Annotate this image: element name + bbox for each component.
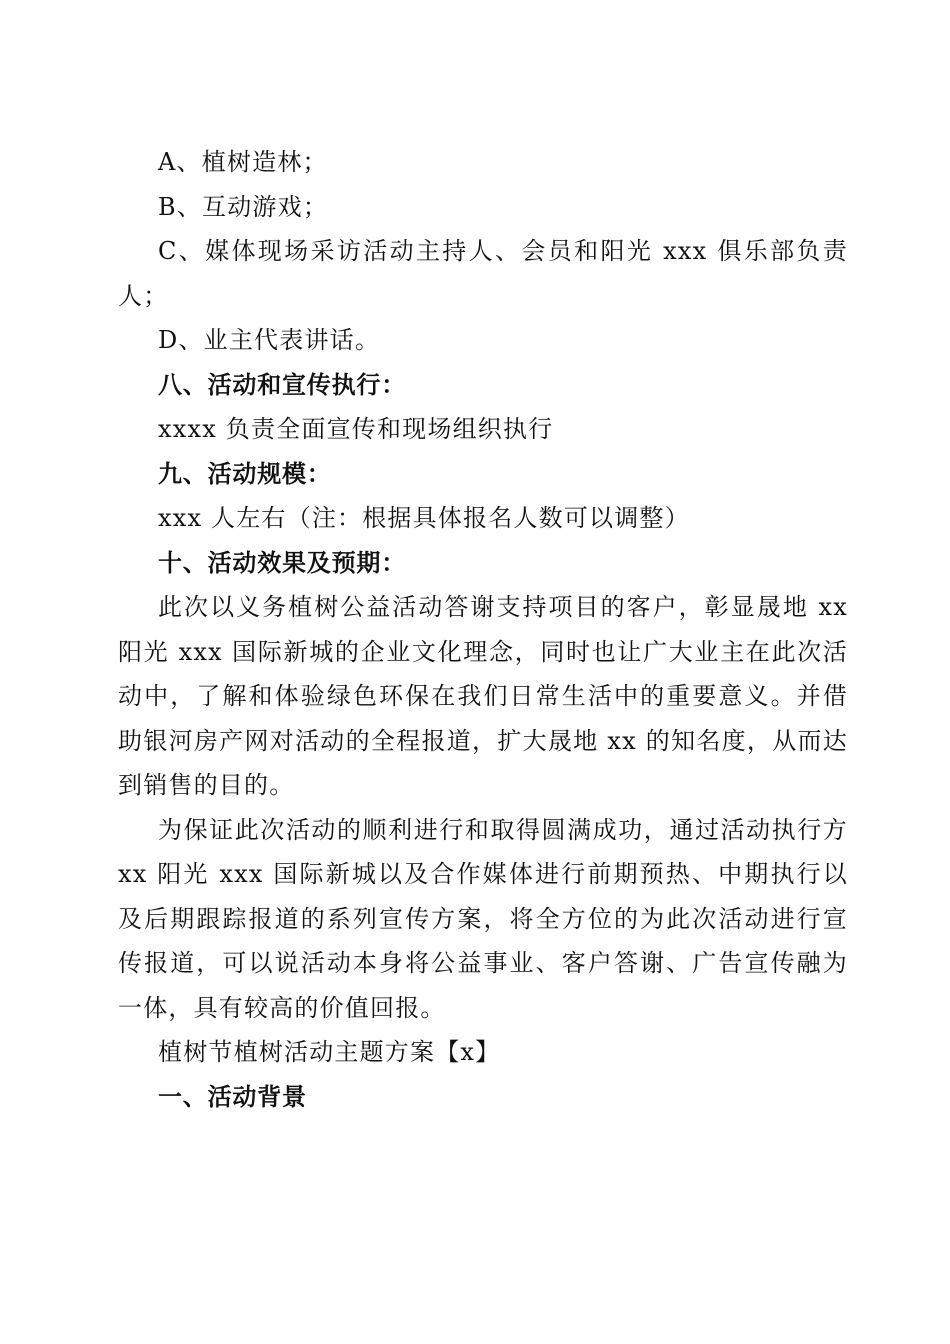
document-body: [118, 140, 848, 1119]
list-item-a: A、植树造林；: [158, 148, 328, 176]
section-9-body: xxx 人左右（注：根据具体报名人数可以调整）: [158, 504, 690, 532]
plan-title: 植树节植树活动主题方案【x】: [158, 1038, 501, 1066]
section-heading-1: 一、活动背景: [158, 1082, 307, 1111]
section-8-body: xxxx 负责全面宣传和现场组织执行: [158, 415, 554, 443]
section-10-paragraph-2: 为保证此次活动的顺利进行和取得圆满成功，通过活动执行方 xx 阳光 xxx 国际新城以及合作媒体进行前期预热、中期执行以及后期跟踪报道的系列宣传方案，将全方位的为此次活动进行宣传报道，可以说活动本身将公益事业、客户答谢、广告宣传融为一体，具有较高的价值回报。: [118, 815, 848, 1022]
list-item-c: C、媒体现场采访活动主持人、会员和阳光 xxx 俱乐部负责人；: [118, 237, 848, 310]
section-heading-8: 八、活动和宣传执行：: [158, 370, 406, 399]
section-heading-9: 九、活动规模：: [158, 459, 332, 488]
list-item-d: D、业主代表讲话。: [158, 326, 381, 354]
list-item-b: B、互动游戏；: [158, 192, 329, 221]
section-10-paragraph-1: 此次以义务植树公益活动答谢支持项目的客户，彰显晟地 xx 阳光 xxx 国际新城的企业文化理念，同时也让广大业主在此次活动中，了解和体验绿色环保在我们日常生活中的重要意义。并借助银河房产网对活动的全程报道，扩大晟地 xx 的知名度，从而达到销售的目的。: [118, 593, 848, 799]
section-heading-10: 十、活动效果及预期：: [158, 548, 406, 577]
